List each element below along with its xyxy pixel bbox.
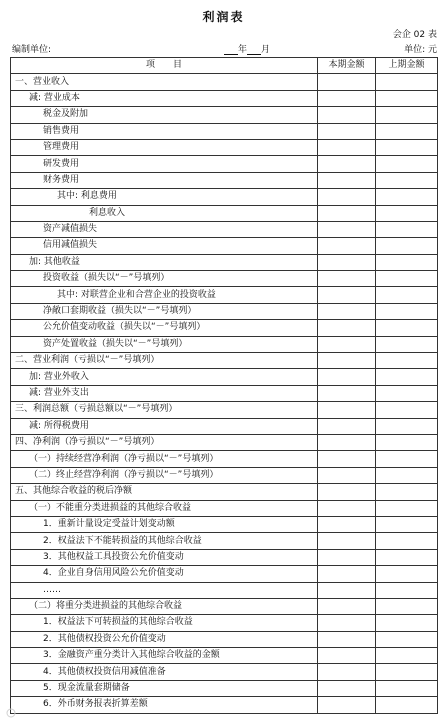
row-item-label: 三、利润总额（亏损总额以“－”号填列）: [11, 402, 318, 418]
table-row: [11, 680, 438, 696]
row-item-label: 资产处置收益（损失以“－”号填列）: [11, 336, 318, 352]
previous-amount-cell[interactable]: [376, 238, 438, 254]
table-row: [11, 139, 438, 155]
current-amount-cell[interactable]: [318, 303, 376, 319]
previous-amount-cell[interactable]: [376, 500, 438, 516]
table-row: [11, 484, 438, 500]
previous-amount-cell[interactable]: [376, 139, 438, 155]
unit-label: 单位: 元: [404, 45, 437, 55]
row-item-label: 一、营业收入: [11, 74, 318, 90]
table-row: [11, 697, 438, 713]
previous-amount-cell[interactable]: [376, 90, 438, 106]
previous-amount-cell[interactable]: [376, 697, 438, 713]
current-amount-cell[interactable]: [318, 74, 376, 90]
previous-amount-cell[interactable]: [376, 385, 438, 401]
table-row: [11, 549, 438, 565]
table-row: [11, 74, 438, 90]
current-amount-cell[interactable]: [318, 664, 376, 680]
current-amount-cell[interactable]: [318, 680, 376, 696]
current-amount-cell[interactable]: [318, 402, 376, 418]
row-item-label: 加: 营业外收入: [11, 369, 318, 385]
current-amount-cell[interactable]: [318, 631, 376, 647]
row-item-label: 税金及附加: [11, 107, 318, 123]
header-item: 项 目: [11, 58, 318, 74]
row-item-label: 4．其他债权投资信用减值准备: [11, 664, 318, 680]
previous-amount-cell[interactable]: [376, 549, 438, 565]
year-label: 年: [238, 45, 248, 55]
row-item-label: （一）持续经营净利润（净亏损以“－”号填列）: [11, 451, 318, 467]
row-item-label: 6．外币财务报表折算差额: [11, 697, 318, 713]
table-row: [11, 434, 438, 450]
table-row: [11, 648, 438, 664]
current-amount-cell[interactable]: [318, 336, 376, 352]
current-amount-cell[interactable]: [318, 353, 376, 369]
previous-amount-cell[interactable]: [376, 107, 438, 123]
year-blank: [224, 45, 238, 55]
previous-amount-cell[interactable]: [376, 434, 438, 450]
row-item-label: 信用减值损失: [11, 238, 318, 254]
current-amount-cell[interactable]: [318, 434, 376, 450]
row-item-label: 其中: 对联营企业和合营企业的投资收益: [11, 287, 318, 303]
current-amount-cell[interactable]: [318, 271, 376, 287]
current-amount-cell[interactable]: [318, 107, 376, 123]
table-header-row: [11, 58, 438, 74]
watermark-icon: [6, 708, 20, 718]
previous-amount-cell[interactable]: [376, 221, 438, 237]
previous-amount-cell[interactable]: [376, 172, 438, 188]
current-amount-cell[interactable]: [318, 549, 376, 565]
row-item-label: （二）将重分类进损益的其他综合收益: [11, 598, 318, 614]
statement-meta: [12, 42, 437, 54]
table-row: [11, 418, 438, 434]
period-field: [224, 42, 270, 55]
row-item-label: 3．其他权益工具投资公允价值变动: [11, 549, 318, 565]
row-item-label: 二、营业利润（亏损以“－”号填列）: [11, 353, 318, 369]
previous-amount-cell[interactable]: [376, 664, 438, 680]
table-row: [11, 369, 438, 385]
current-amount-cell[interactable]: [318, 385, 376, 401]
current-amount-cell[interactable]: [318, 648, 376, 664]
row-item-label: 研发费用: [11, 156, 318, 172]
previous-amount-cell[interactable]: [376, 516, 438, 532]
header-previous-amount: 上期金额: [376, 58, 438, 74]
row-item-label: 资产减值损失: [11, 221, 318, 237]
row-item-label: 4．企业自身信用风险公允价值变动: [11, 566, 318, 582]
previous-amount-cell[interactable]: [376, 254, 438, 270]
row-item-label: 财务费用: [11, 172, 318, 188]
current-amount-cell[interactable]: [318, 500, 376, 516]
previous-amount-cell[interactable]: [376, 369, 438, 385]
current-amount-cell[interactable]: [318, 451, 376, 467]
row-item-label: 四、净利润（净亏损以“－”号填列）: [11, 434, 318, 450]
row-item-label: 减: 所得税费用: [11, 418, 318, 434]
previous-amount-cell[interactable]: [376, 598, 438, 614]
row-item-label: 加: 其他收益: [11, 254, 318, 270]
current-amount-cell[interactable]: [318, 369, 376, 385]
previous-amount-cell[interactable]: [376, 74, 438, 90]
table-row: [11, 238, 438, 254]
row-item-label: 5．现金流量套期储备: [11, 680, 318, 696]
row-item-label: 2．权益法下不能转损益的其他综合收益: [11, 533, 318, 549]
current-amount-cell[interactable]: [318, 189, 376, 205]
row-item-label: （二）终止经营净利润（净亏损以“－”号填列）: [11, 467, 318, 483]
current-amount-cell[interactable]: [318, 221, 376, 237]
current-amount-cell[interactable]: [318, 238, 376, 254]
table-row: [11, 172, 438, 188]
table-row: [11, 107, 438, 123]
current-amount-cell[interactable]: [318, 484, 376, 500]
row-item-label: 净敞口套期收益（损失以“－”号填列）: [11, 303, 318, 319]
header-current-amount: 本期金额: [318, 58, 376, 74]
form-number: 会企 02 表: [392, 30, 437, 40]
current-amount-cell[interactable]: [318, 205, 376, 221]
row-item-label: 1．重新计量设定受益计划变动额: [11, 516, 318, 532]
previous-amount-cell[interactable]: [376, 402, 438, 418]
table-row: [11, 516, 438, 532]
current-amount-cell[interactable]: [318, 533, 376, 549]
current-amount-cell[interactable]: [318, 418, 376, 434]
table-row: [11, 615, 438, 631]
previous-amount-cell[interactable]: [376, 156, 438, 172]
previous-amount-cell[interactable]: [376, 418, 438, 434]
table-row: [11, 189, 438, 205]
table-row: [11, 156, 438, 172]
row-item-label: 公允价值变动收益（损失以“－”号填列）: [11, 320, 318, 336]
previous-amount-cell[interactable]: [376, 336, 438, 352]
statement-title: 利润表: [202, 10, 245, 24]
previous-amount-cell[interactable]: [376, 320, 438, 336]
current-amount-cell[interactable]: [318, 582, 376, 598]
previous-amount-cell[interactable]: [376, 189, 438, 205]
current-amount-cell[interactable]: [318, 139, 376, 155]
income-statement-table: [10, 57, 438, 714]
previous-amount-cell[interactable]: [376, 123, 438, 139]
watermark-logo: [6, 708, 20, 720]
current-amount-cell[interactable]: [318, 467, 376, 483]
previous-amount-cell[interactable]: [376, 533, 438, 549]
current-amount-cell[interactable]: [318, 287, 376, 303]
table-row: [11, 451, 438, 467]
previous-amount-cell[interactable]: [376, 287, 438, 303]
table-row: [11, 598, 438, 614]
table-row: [11, 320, 438, 336]
row-item-label: 管理费用: [11, 139, 318, 155]
table-row: [11, 385, 438, 401]
previous-amount-cell[interactable]: [376, 631, 438, 647]
current-amount-cell[interactable]: [318, 615, 376, 631]
current-amount-cell[interactable]: [318, 172, 376, 188]
current-amount-cell[interactable]: [318, 320, 376, 336]
current-amount-cell[interactable]: [318, 90, 376, 106]
previous-amount-cell[interactable]: [376, 680, 438, 696]
row-item-label: 五、其他综合收益的税后净额: [11, 484, 318, 500]
previous-amount-cell[interactable]: [376, 582, 438, 598]
previous-amount-cell[interactable]: [376, 648, 438, 664]
current-amount-cell[interactable]: [318, 254, 376, 270]
org-label: 编制单位:: [12, 45, 52, 55]
table-row: [11, 254, 438, 270]
current-amount-cell[interactable]: [318, 516, 376, 532]
previous-amount-cell[interactable]: [376, 615, 438, 631]
row-item-label: 1．权益法下可转损益的其他综合收益: [11, 615, 318, 631]
row-item-label: 投资收益（损失以“－”号填列）: [11, 271, 318, 287]
table-row: [11, 582, 438, 598]
previous-amount-cell[interactable]: [376, 205, 438, 221]
table-row: [11, 353, 438, 369]
table-row: [11, 467, 438, 483]
table-row: [11, 221, 438, 237]
table-row: [11, 402, 438, 418]
previous-amount-cell[interactable]: [376, 303, 438, 319]
row-item-label: 销售费用: [11, 123, 318, 139]
table-row: [11, 631, 438, 647]
previous-amount-cell[interactable]: [376, 566, 438, 582]
row-item-label: 其中: 利息费用: [11, 189, 318, 205]
current-amount-cell[interactable]: [318, 697, 376, 713]
table-row: [11, 287, 438, 303]
current-amount-cell[interactable]: [318, 156, 376, 172]
table-row: [11, 533, 438, 549]
previous-amount-cell[interactable]: [376, 451, 438, 467]
table-row: [11, 205, 438, 221]
previous-amount-cell[interactable]: [376, 353, 438, 369]
row-item-label: ……: [11, 582, 318, 598]
month-label: 月: [261, 45, 271, 55]
table-row: [11, 303, 438, 319]
table-row: [11, 336, 438, 352]
table-row: [11, 271, 438, 287]
previous-amount-cell[interactable]: [376, 467, 438, 483]
month-blank: [247, 45, 261, 55]
row-item-label: 减: 营业成本: [11, 90, 318, 106]
table-body: [11, 74, 438, 713]
table-row: [11, 664, 438, 680]
row-item-label: 利息收入: [11, 205, 318, 221]
table-row: [11, 500, 438, 516]
table-row: [11, 566, 438, 582]
row-item-label: 减: 营业外支出: [11, 385, 318, 401]
row-item-label: 3．金融资产重分类计入其他综合收益的金额: [11, 648, 318, 664]
previous-amount-cell[interactable]: [376, 271, 438, 287]
table-row: [11, 90, 438, 106]
row-item-label: 2．其他债权投资公允价值变动: [11, 631, 318, 647]
table-row: [11, 123, 438, 139]
previous-amount-cell[interactable]: [376, 484, 438, 500]
row-item-label: （一）不能重分类进损益的其他综合收益: [11, 500, 318, 516]
current-amount-cell[interactable]: [318, 598, 376, 614]
current-amount-cell[interactable]: [318, 566, 376, 582]
current-amount-cell[interactable]: [318, 123, 376, 139]
